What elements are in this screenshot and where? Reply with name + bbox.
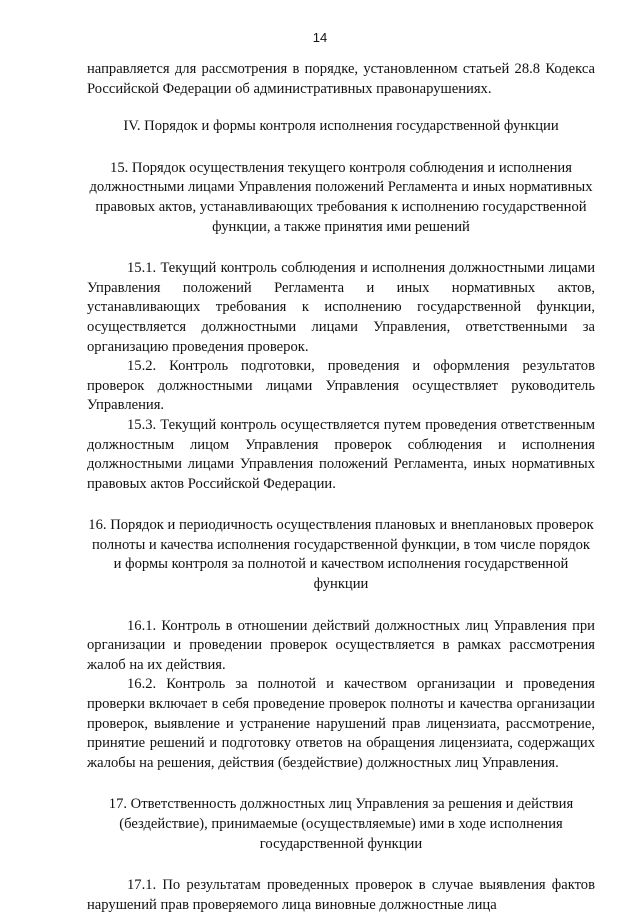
section-17-heading: 17. Ответственность должностных лиц Управления за решения и действия (бездействие), принимаемые (осуществляемые) ими в ходе исполнения государственной функции — [108, 796, 574, 852]
paragraph-16-2: 16.2. Контроль за полнотой и качеством организации и проведения проверки включает в себя проведение проверок полноты и качества организации проверок, выявление и устранение нарушений прав лицензиата, рассмотрение, принятие решений и подготовку ответов на обращения лицензиата, содержащих жалобы на решения, действия (бездействие) должностных лиц Управления. — [87, 676, 595, 771]
intro-paragraph: направляется для рассмотрения в порядке, установленном статьей 28.8 Кодекса Российской Федерации об административных правонарушениях. — [87, 61, 595, 97]
paragraph-15-2: 15.2. Контроль подготовки, проведения и оформления результатов проверок должностными лицами Управления осуществляет руководитель Управления. — [87, 358, 595, 414]
paragraph-15-1: 15.1. Текущий контроль соблюдения и исполнения должностными лицами Управления положений Регламента и иных нормативных актов, устанавливающих требования к исполнению государственной функции, осуществляется должностными лицами Управления, ответственными за организацию проведения проверок. — [87, 260, 595, 355]
page-number: 14 — [312, 30, 328, 45]
paragraph-16-1: 16.1. Контроль в отношении действий должностных лиц Управления при организации и проведении проверок осуществляется в рамках рассмотрения жалоб на их действия. — [87, 617, 595, 673]
paragraph-17-1: 17.1. По результатам проведенных проверок в случае выявления фактов нарушений прав проверяемого лица виновные должностные лица — [87, 877, 595, 913]
section-15-heading: 15. Порядок осуществления текущего контроля соблюдения и исполнения должностными лицами Управления положений Регламента и иных нормативных правовых актов, устанавливающих требования к исполнению государственной функции, а также принятия ими решений — [89, 159, 593, 235]
document-body — [87, 60, 595, 915]
paragraph-15-3: 15.3. Текущий контроль осуществляется путем проведения ответственным должностным лицом Управления проверок соблюдения и исполнения должностными лицами Управления положений Регламента, иных нормативных правовых актов Российской Федерации. — [87, 416, 595, 492]
section-iv-title: IV. Порядок и формы контроля исполнения государственной функции — [123, 118, 559, 135]
section-16-heading: 16. Порядок и периодичность осуществления плановых и внеплановых проверок полноты и качества исполнения государственной функции, в том числе порядок и формы контроля за полнотой и качеством исполнения государственной функции — [88, 517, 594, 593]
